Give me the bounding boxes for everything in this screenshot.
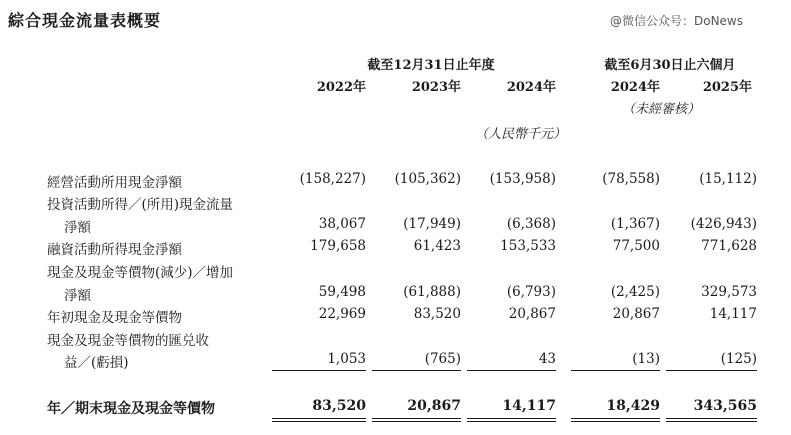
- cell-value: 38,067: [318, 216, 366, 232]
- year-header: 2024年: [506, 80, 556, 95]
- cell-value: (61,888): [403, 284, 461, 300]
- total-rule: [467, 418, 556, 419]
- total-label: 年／期末現金及現金等價物: [47, 401, 215, 417]
- total-rule: [467, 421, 556, 422]
- total-value: 20,867: [407, 398, 461, 414]
- cell-value: (125): [720, 351, 757, 367]
- cell-value: 43: [538, 351, 556, 367]
- year-header: 2024年: [610, 80, 660, 95]
- subtotal-rule: [272, 370, 366, 371]
- cell-value: (6,368): [506, 216, 556, 232]
- subtotal-rule: [571, 370, 660, 371]
- subtotal-rule: [372, 370, 461, 371]
- cell-value: 20,867: [508, 306, 556, 322]
- row-label: 經營活動所用現金淨額: [47, 175, 182, 191]
- cell-value: (765): [424, 351, 461, 367]
- cell-value: (158,227): [299, 171, 366, 187]
- row-label: 現金及現金等價物(減少)／增加: [47, 265, 234, 281]
- year-header: 2025年: [702, 80, 752, 95]
- cell-value: 83,520: [413, 306, 461, 322]
- cell-value: (1,367): [610, 216, 660, 232]
- row-label-cont: 益／(虧損): [64, 355, 129, 371]
- cell-value: 179,658: [310, 238, 366, 254]
- row-label-cont: 淨額: [64, 288, 91, 304]
- cell-value: 22,969: [318, 306, 366, 322]
- total-rule: [272, 418, 366, 419]
- cell-value: 77,500: [612, 238, 660, 254]
- total-rule: [372, 421, 461, 422]
- watermark: @微信公众号：DoNews: [609, 14, 743, 28]
- year-header: 2022年: [316, 80, 366, 95]
- currency-note: （人民幣千元）: [474, 127, 566, 142]
- cell-value: (426,943): [690, 216, 757, 232]
- cell-value: 14,117: [709, 306, 757, 322]
- row-label: 現金及現金等價物的匯兑收: [47, 333, 209, 349]
- unaudited-note: （未經審核）: [621, 102, 700, 117]
- total-rule: [571, 418, 660, 419]
- cell-value: (13): [632, 351, 660, 367]
- row-label: 融資活動所得現金淨額: [47, 242, 182, 258]
- header-group-halfyear: 截至6月30日止六個月: [604, 58, 736, 73]
- cell-value: 153,533: [500, 238, 556, 254]
- year-header: 2023年: [411, 80, 461, 95]
- cell-value: 329,573: [701, 284, 757, 300]
- total-rule: [666, 418, 757, 419]
- cell-value: (15,112): [699, 171, 757, 187]
- header-group-year: 截至12月31日止年度: [367, 58, 495, 73]
- total-value: 343,565: [693, 398, 757, 414]
- cell-value: 61,423: [413, 238, 461, 254]
- total-value: 14,117: [502, 398, 556, 414]
- cell-value: 1,053: [327, 351, 366, 367]
- cell-value: (6,793): [506, 284, 556, 300]
- total-rule: [272, 421, 366, 422]
- total-rule: [666, 421, 757, 422]
- total-rule: [571, 421, 660, 422]
- subtotal-rule: [666, 370, 757, 371]
- subtotal-rule: [467, 370, 556, 371]
- cell-value: (78,558): [602, 171, 660, 187]
- row-label: 年初現金及現金等價物: [47, 310, 182, 326]
- cell-value: 771,628: [701, 238, 757, 254]
- page-title: 綜合現金流量表概要: [8, 11, 162, 30]
- total-rule: [372, 418, 461, 419]
- cell-value: (153,958): [489, 171, 556, 187]
- row-label-cont: 淨額: [64, 220, 91, 236]
- row-label: 投資活動所得／(所用)現金流量: [47, 197, 234, 213]
- cell-value: (17,949): [403, 216, 461, 232]
- cell-value: (2,425): [610, 284, 660, 300]
- cell-value: 59,498: [318, 284, 366, 300]
- cell-value: 20,867: [612, 306, 660, 322]
- total-value: 18,429: [606, 398, 660, 414]
- cell-value: (105,362): [394, 171, 461, 187]
- total-value: 83,520: [312, 398, 366, 414]
